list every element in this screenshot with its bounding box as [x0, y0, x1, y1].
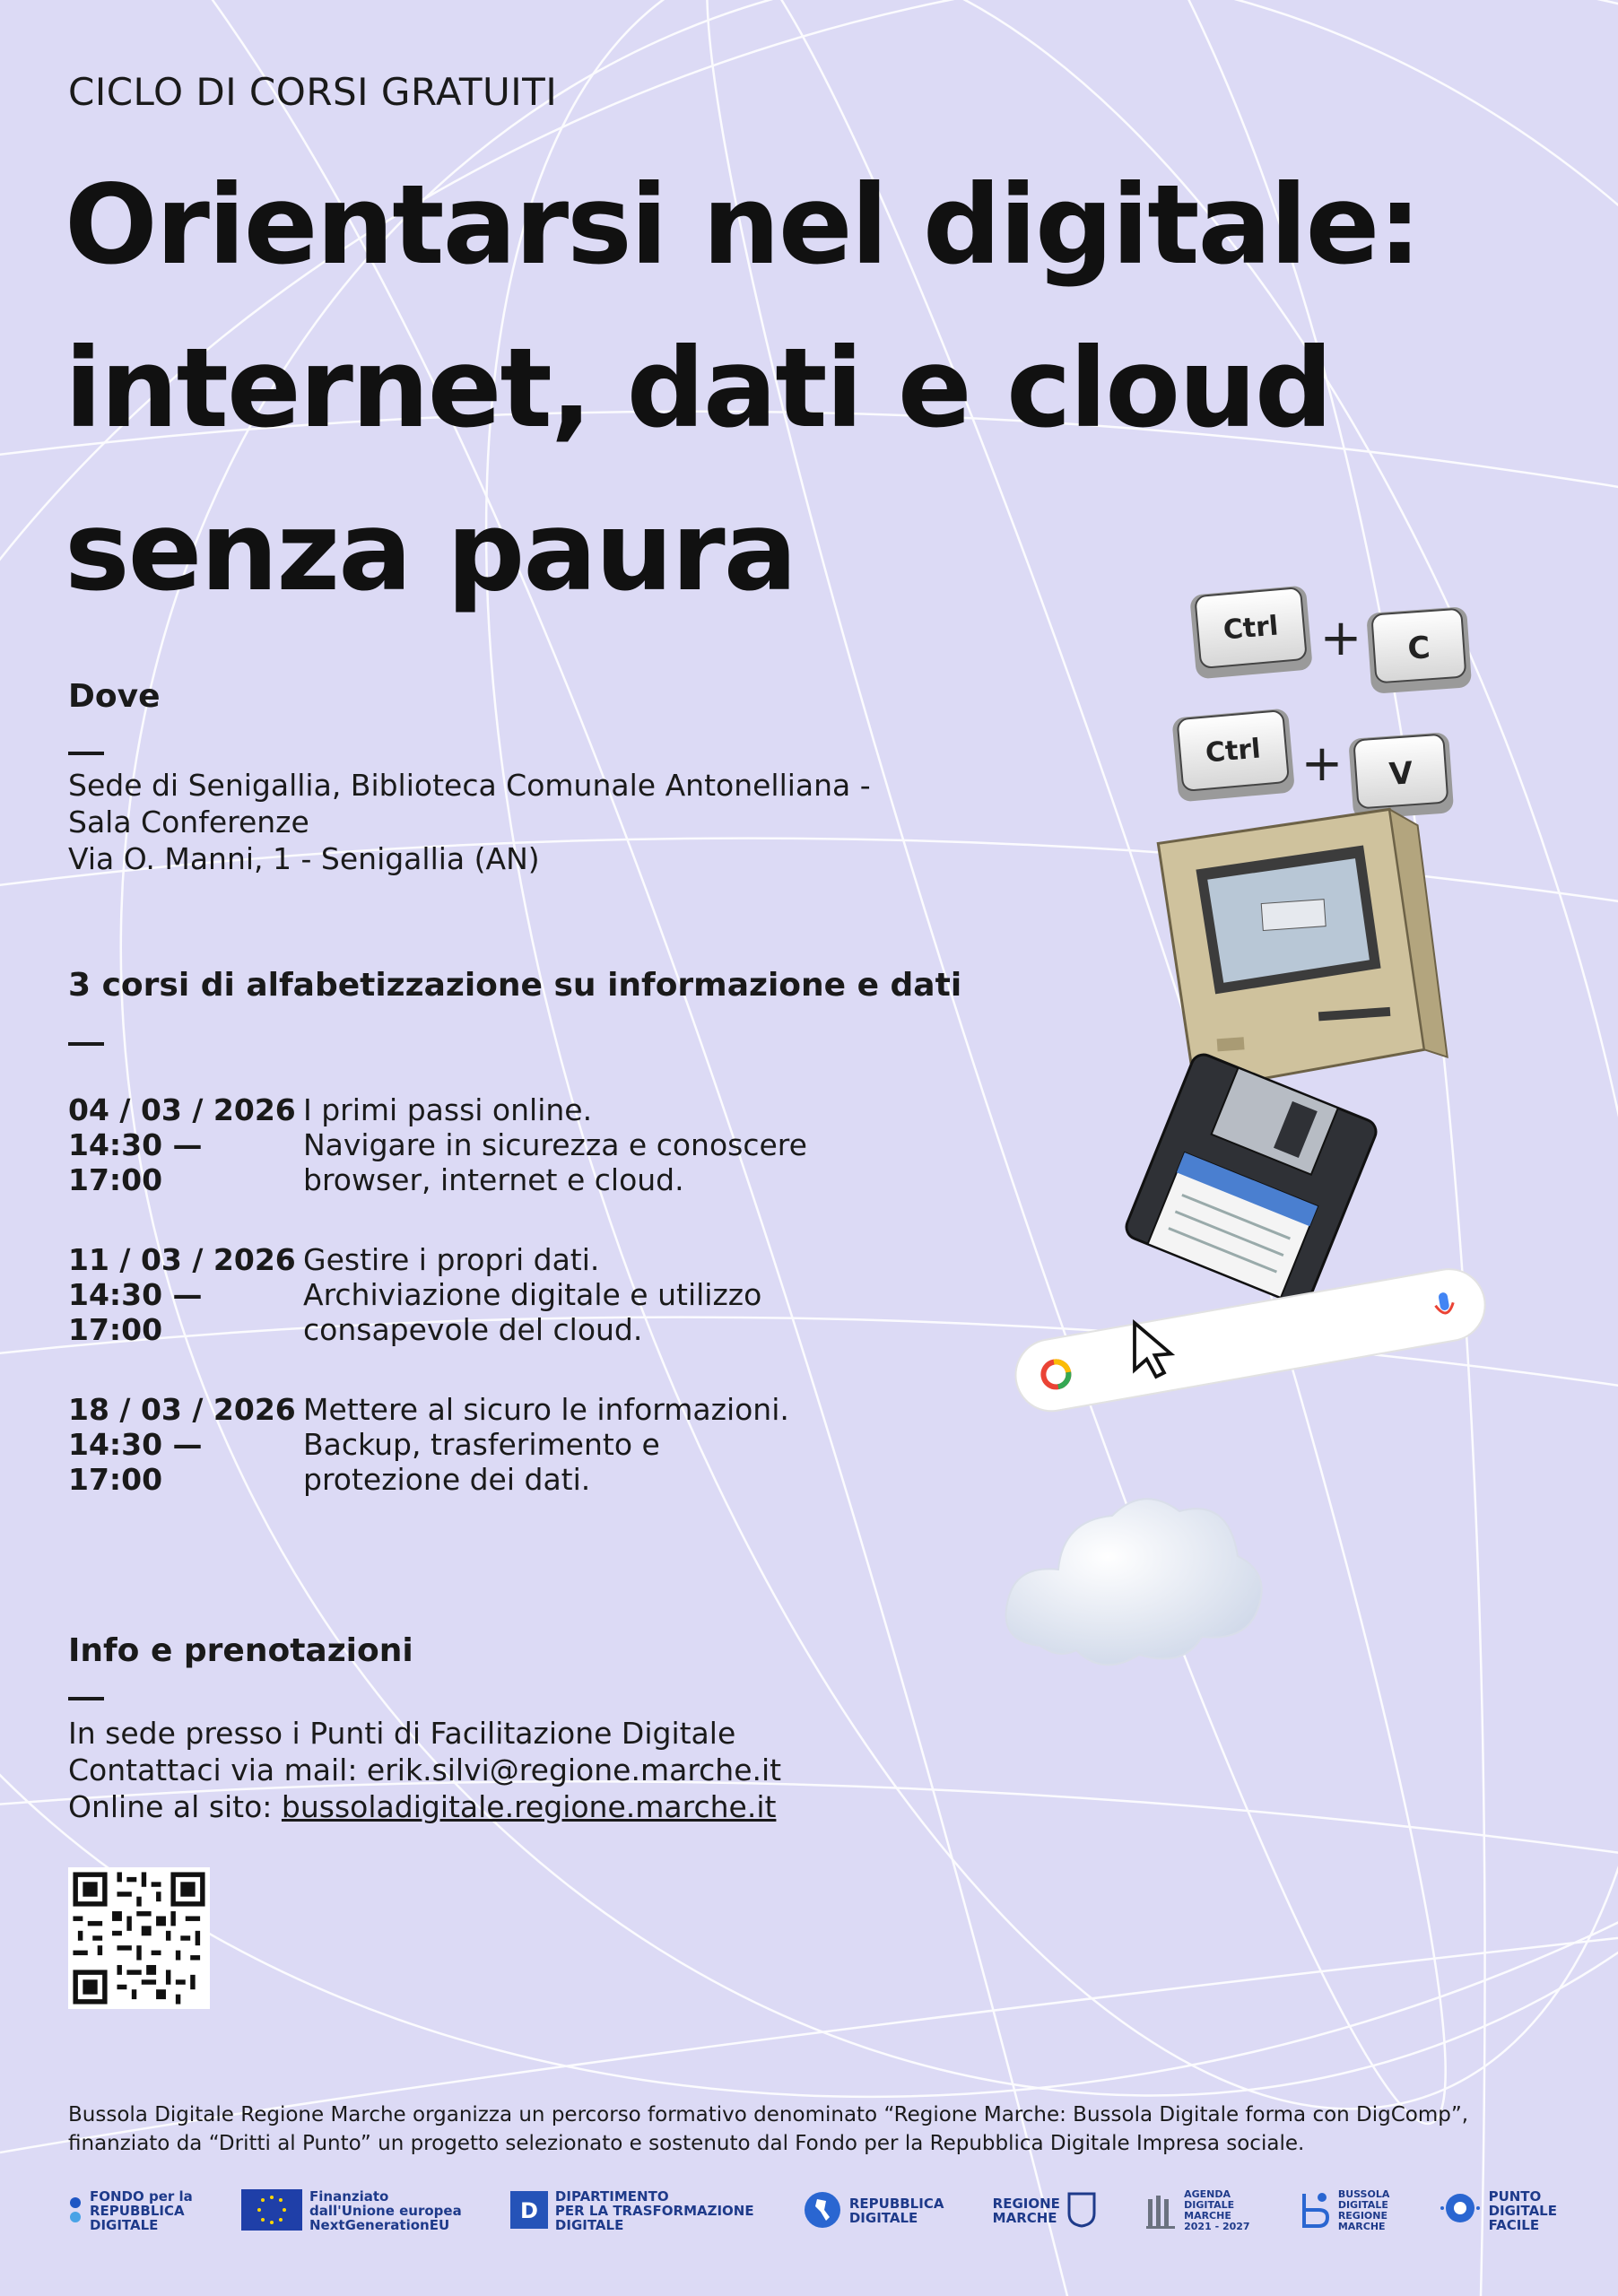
- title-line: senza paura: [65, 488, 796, 615]
- logo-regione-marche: REGIONE MARCHE: [993, 2192, 1096, 2231]
- footer-line: finanziato da “Dritti al Punto” un progetto selezionato e sostenuto dal Fondo per la Repubblica Digitale Impresa sociale.: [68, 2132, 1305, 2155]
- course-description: [303, 1242, 761, 1347]
- logo-bussola-digitale: BUSSOLA DIGITALE REGIONE MARCHE: [1299, 2189, 1390, 2232]
- qr-code[interactable]: [68, 1867, 210, 2009]
- agenda-pillars-icon: [1144, 2190, 1177, 2232]
- courses-heading: 3 corsi di alfabetizzazione su informazione e dati: [68, 967, 962, 1004]
- course-title: Gestire i propri dati.: [303, 1242, 600, 1277]
- course-time: 14:30 — 17:00: [68, 1127, 203, 1197]
- logo-repubblica-digitale: REPUBBLICA DIGITALE: [803, 2190, 944, 2232]
- course-title: I primi passi online.: [303, 1092, 593, 1127]
- course-item: [68, 1092, 875, 1197]
- course-desc-line: Backup, trasferimento e: [303, 1427, 660, 1462]
- course-date: 18 / 03 / 2026: [68, 1392, 296, 1427]
- key-label: V: [1387, 755, 1414, 793]
- key-ctrl-c-icon: [1189, 586, 1472, 694]
- course-date: 11 / 03 / 2026: [68, 1242, 296, 1277]
- logo-punto-digitale-facile: PUNTO DIGITALE FACILE: [1439, 2189, 1557, 2232]
- where-divider: [68, 752, 104, 755]
- key-plus: +: [1300, 735, 1344, 793]
- address-line: Sede di Senigallia, Biblioteca Comunale Antonelliana -: [68, 768, 871, 803]
- course-desc-line: browser, internet e cloud.: [303, 1162, 684, 1197]
- bussola-b-icon: [1299, 2190, 1331, 2232]
- course-desc-line: protezione dei dati.: [303, 1462, 591, 1497]
- partner-logos: [68, 2184, 1557, 2238]
- course-description: [303, 1092, 807, 1197]
- title-line: Orientarsi nel digitale:: [65, 161, 1421, 289]
- info-line-site: [68, 1788, 875, 1825]
- site-link[interactable]: bussoladigitale.regione.marche.it: [281, 1789, 777, 1824]
- info-line-location: In sede presso i Punti di Facilitazione Digitale: [68, 1716, 736, 1751]
- info-line-email: Contattaci via mail: erik.silvi@regione.marche.it: [68, 1752, 782, 1787]
- qr-code-icon: [68, 1867, 210, 2009]
- where-heading: Dove: [68, 678, 161, 715]
- course-when: [68, 1392, 303, 1497]
- key-label: Ctrl: [1204, 733, 1262, 770]
- key-plus: +: [1319, 609, 1362, 667]
- dipartimento-d-icon: [510, 2191, 548, 2231]
- address-line: Sala Conferenze: [68, 804, 309, 839]
- where-address: [68, 767, 875, 877]
- course-time: 14:30 — 17:00: [68, 1427, 203, 1497]
- info-heading: Info e prenotazioni: [68, 1632, 413, 1669]
- key-label: Ctrl: [1222, 610, 1280, 647]
- course-description: [303, 1392, 789, 1497]
- course-title: Mettere al sicuro le informazioni.: [303, 1392, 789, 1427]
- course-item: [68, 1392, 875, 1497]
- page-title: [65, 144, 1421, 633]
- course-schedule: [68, 1092, 875, 1542]
- course-item: [68, 1242, 875, 1347]
- punto-pin-icon: [1439, 2190, 1482, 2232]
- svg-text:D: D: [519, 2197, 538, 2223]
- course-when: [68, 1092, 303, 1197]
- logo-agenda-digitale-marche: AGENDA DIGITALE MARCHE 2021 - 2027: [1144, 2189, 1249, 2232]
- course-desc-line: Archiviazione digitale e utilizzo: [303, 1277, 762, 1312]
- cloud-icon: [996, 1457, 1274, 1682]
- course-when: [68, 1242, 303, 1347]
- fondo-dots-icon: [68, 2196, 83, 2227]
- italy-map-icon: [803, 2190, 842, 2232]
- search-bar-illustration: [996, 1242, 1498, 1448]
- logo-dipartimento-trasformazione-digitale: D DIPARTIMENTO PER LA TRASFORMAZIONE DIGITALE: [510, 2189, 754, 2232]
- info-contacts: [68, 1715, 875, 1825]
- footer-line: Bussola Digitale Regione Marche organizza un percorso formativo denominato “Regione Marche: Bussola Digitale forma con DigComp”,: [68, 2103, 1469, 2126]
- logo-eu-next-generation: Finanziato dall'Unione europea NextGenerationEU: [241, 2189, 462, 2233]
- course-desc-line: Navigare in sicurezza e conoscere: [303, 1127, 807, 1162]
- course-time: 14:30 — 17:00: [68, 1277, 203, 1347]
- regione-shield-icon: [1067, 2192, 1096, 2231]
- info-divider: [68, 1697, 104, 1700]
- footer-description: [68, 2100, 1557, 2158]
- site-prefix: Online al sito:: [68, 1789, 282, 1824]
- title-line: internet, dati e cloud: [65, 325, 1332, 452]
- eyebrow-label: CICLO DI CORSI GRATUITI: [68, 70, 558, 114]
- eu-flag-icon: [241, 2189, 302, 2233]
- course-date: 04 / 03 / 2026: [68, 1092, 296, 1127]
- courses-divider: [68, 1042, 104, 1046]
- address-line: Via O. Manni, 1 - Senigallia (AN): [68, 841, 540, 876]
- keyboard-shortcuts-illustration: [1157, 583, 1516, 834]
- course-desc-line: consapevole del cloud.: [303, 1312, 643, 1347]
- key-label: C: [1406, 630, 1431, 667]
- logo-fondo-repubblica-digitale: FONDO per la REPUBBLICA DIGITALE: [68, 2189, 193, 2232]
